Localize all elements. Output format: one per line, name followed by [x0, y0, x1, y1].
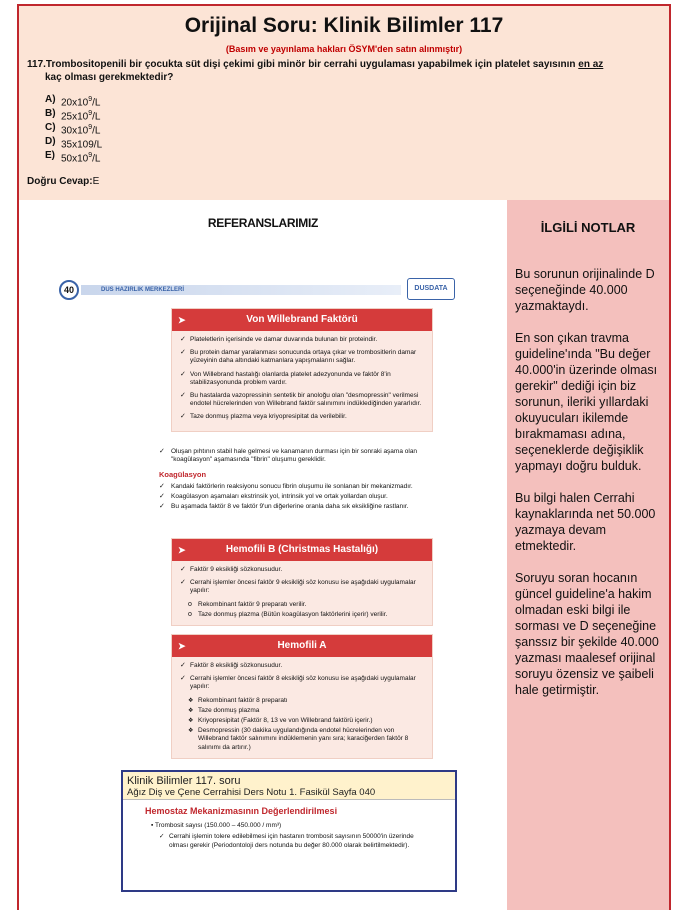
list-item: ✓ Koagülasyon aşamaları ekstrinsik yol, intrinsik yol ve ortak yollardan oluşur.	[159, 493, 443, 501]
option-b: B) $25x10^9/L$	[45, 108, 101, 123]
box-von-willebrand	[171, 308, 433, 432]
question-underlined: en az	[578, 59, 604, 70]
note-paragraph: Bu bilgi halen Cerrahi kaynaklarında net 50.000 yazmaya devam etmektedir.	[515, 491, 656, 553]
box-item: ✓ Plateletlerin içerisinde ve damar duvarında bulunan bir proteindir.	[180, 336, 424, 344]
note-paragraph: Bu sorunun orijinalinde D seçeneğinde 40.000 yazmaktaydı.	[515, 267, 655, 313]
answer-options	[45, 94, 102, 164]
box-title: ➤ Von Willebrand Faktörü	[172, 309, 432, 331]
note-paragraph: Soruyu soran hocanın güncel guideline'a hakim olmadan eski bilgi ile sorması ve D seçeneğine şanssız bir şekilde 40.000 yazması maalesef orijinal soruyu özensiz ve şaibeli hale getirmiştir.	[515, 571, 659, 697]
option-e: E) $50x10^9/L$	[45, 150, 101, 165]
excerpt-heading: Hemostaz Mekanizmasının Değerlendirilmesi	[145, 806, 338, 816]
book-header	[59, 280, 459, 300]
list-item: ✓ Oluşan pıhtının stabil hale gelmesi ve kanamanın durması için bir sonraki aşama olan "koagülasyon" aşamasında "fibrin" oluşumu gereklidir.	[159, 448, 443, 464]
option-a: A) $20x10^9/L$	[45, 94, 101, 109]
correct-answer-value: E	[92, 176, 100, 187]
references-section	[19, 200, 507, 910]
caption-line-2: Ağız Diş ve Çene Cerrahisi Ders Notu 1. Fasikül Sayfa 040	[127, 787, 376, 798]
book-header-bar: DUS HAZIRLIK MERKEZLERİ	[81, 285, 401, 295]
excerpt-bullet: ▪ Trombosit sayısı (150.000 – 450.000 / mm³)	[151, 822, 433, 829]
notes-section	[507, 200, 669, 910]
box-item: ✓ Von Willebrand hastalığı olanlarda platelet adezyonunda ve faktör 8'in stabilizasyonunda problem vardır.	[180, 371, 424, 387]
book-page-image	[59, 280, 459, 770]
box-hemofili-a	[171, 634, 433, 759]
copyright-note: (Basım ve yayınlama hakları ÖSYM'den satın alınmıştır)	[225, 44, 463, 54]
box-item: ✓ Bu protein damar yaralanması sonucunda ortaya çıkar ve trombositlerin damar yüzeyinin daha altındaki katmanlara yapışmalarını sağlar.	[180, 349, 424, 365]
box-title: ➤ Hemofili B (Christmas Hastalığı)	[172, 539, 432, 561]
box-item: ✓ Bu hastalarda vazopressinin sentetik bir anoloğu olan "desmopressin" verilmesi endotel hücrelerinden von Willebrand faktör salınımını indüklediğinden yararlıdır.	[180, 392, 424, 408]
reference-caption-box	[121, 770, 457, 892]
list-item: ✓ Bu aşamada faktör 8 ve faktör 9'un diğerlerine oranla daha sık eksikliğine rastlanır.	[159, 503, 443, 511]
box-subitem: ❖ Rekombinant faktör 8 preparatı	[180, 697, 424, 705]
references-title: REFERANSLARIMIZ	[207, 216, 319, 230]
box-item: ✓ Faktör 9 eksikliği sözkonusudur.	[180, 566, 424, 574]
box-subitem: o Taze donmuş plazma (Bütün koagülasyon faktörlerini içerir) verilir.	[180, 611, 424, 619]
excerpt-check: ✓ Cerrahi işlemin tolere edilebilmesi için hastanın trombosit sayısının 50000'in üzerinde olması gerekir (Periodontoloji ders notunda bu değer 80.000 olarak belirtilmektedir).	[159, 833, 433, 850]
box-item: ✓ Taze donmuş plazma veya kriyopresipitat da verilebilir.	[180, 413, 424, 421]
publisher-logo: DUSDATA	[407, 278, 455, 300]
note-paragraph: En son çıkan travma guideline'ında "Bu değer 40.000'in üzerinde olması gerekir" dediği için biz sorunun, ileriki yıllardaki okuyucuları ikilemde bırakmaması adına, seçeneklerde değişiklik yapmayı doğru bulduk.	[515, 331, 658, 473]
text-list-1	[159, 448, 443, 466]
box-subitem: ❖ Desmopressin (30 dakika uygulandığında endotel hücrelerinden von Willebrand faktör salınımını indüklemenin yanı sıra; karaciğerden faktör 8 salınımı da artırır.)	[180, 727, 424, 752]
box-item: ✓ Faktör 8 eksikliği sözkonusudur.	[180, 662, 424, 670]
caption-excerpt	[123, 800, 455, 856]
notes-body	[515, 266, 665, 714]
caption-line-1: Klinik Bilimler 117. soru	[127, 775, 241, 787]
question-text-part1: Trombositopenili bir çocukta süt dişi çekimi gibi minör bir cerrahi uygulaması yapabilmek için platelet sayısının	[45, 59, 579, 70]
box-item: ✓ Cerrahi işlemler öncesi faktör 9 eksikliği söz konusu ise aşağıdaki uygulamalar yapılır:	[180, 579, 424, 595]
box-subitem: o Rekombinant faktör 9 preparatı verilir.	[180, 601, 424, 609]
box-item: ✓ Cerrahi işlemler öncesi faktör 8 eksikliği söz konusu ise aşağıdaki uygulamalar yapılır:	[180, 675, 424, 691]
box-subitem: ❖ Kriyopresipitat (Faktör 8, 13 ve von Willebrand faktörü içerir.)	[180, 717, 424, 725]
option-d: D) 35x109/L	[45, 136, 103, 151]
question-number: 117.	[27, 59, 46, 70]
page-frame	[17, 4, 671, 910]
list-item: ✓ Kandaki faktörlerin reaksiyonu sonucu fibrin oluşumu ile sonlanan bir mekanizmadır.	[159, 483, 443, 491]
page-title: Orijinal Soru: Klinik Bilimler 117	[184, 14, 504, 37]
box-title: ➤ Hemofili A	[172, 635, 432, 657]
correct-answer: Doğru Cevap:E	[27, 176, 100, 187]
box-subitem: ❖ Taze donmuş plazma	[180, 707, 424, 715]
koagulasyon-heading: Koagülasyon	[159, 470, 207, 479]
question-text	[27, 58, 627, 84]
option-c: C) $30x10^9/L$	[45, 122, 101, 137]
text-list-2	[159, 483, 443, 514]
question-section	[19, 6, 669, 200]
box-hemofili-b	[171, 538, 433, 626]
book-page-number: 40	[59, 280, 79, 300]
notes-title: İLGİLİ NOTLAR	[540, 220, 636, 235]
question-text-part2: kaç olması gerekmektedir?	[45, 72, 174, 83]
caption-header	[123, 772, 455, 800]
